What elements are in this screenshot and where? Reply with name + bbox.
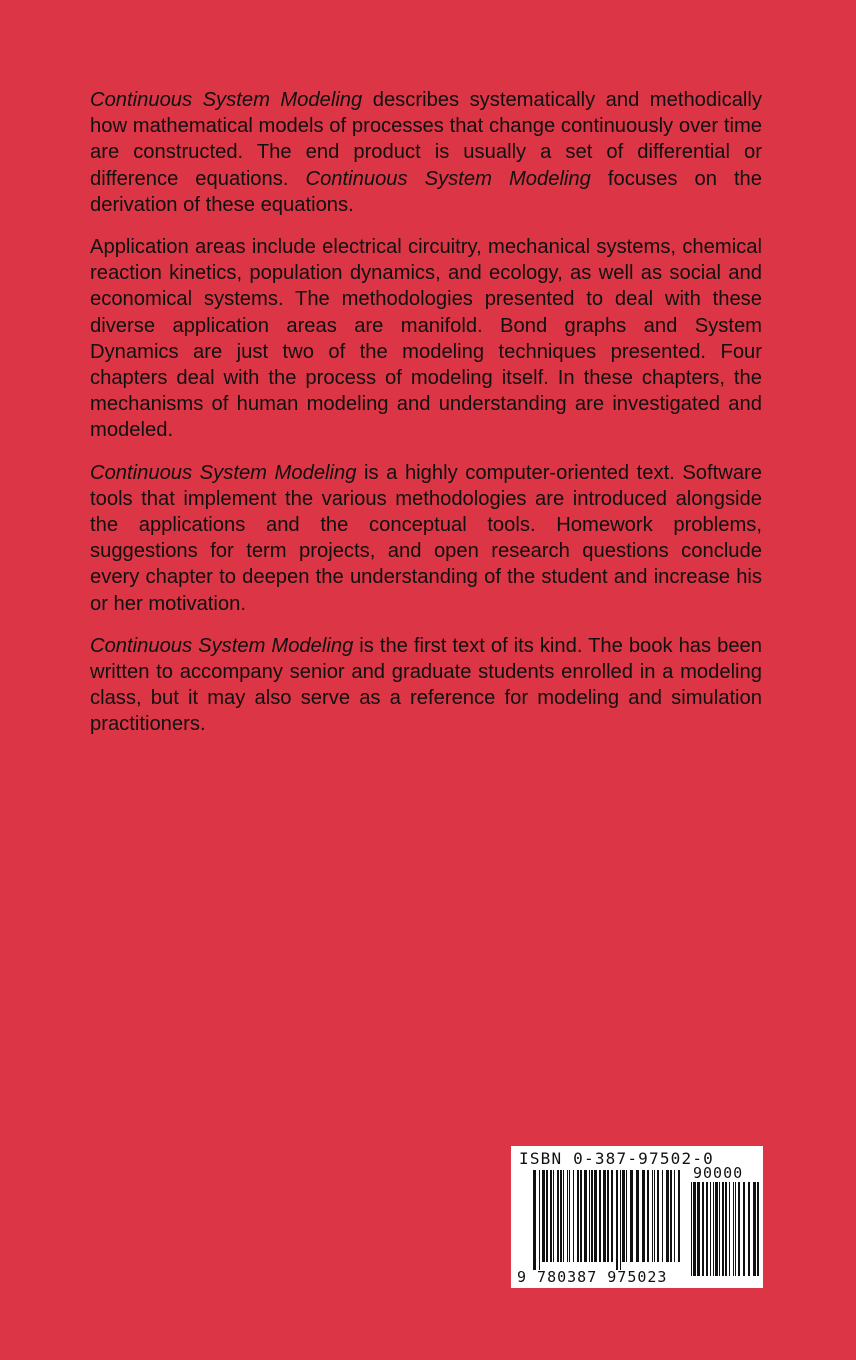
barcode-bar — [589, 1170, 590, 1262]
barcode-bar — [611, 1170, 613, 1262]
barcode-bar — [735, 1182, 736, 1276]
barcode-bar — [591, 1170, 593, 1262]
barcode-bar — [539, 1170, 540, 1270]
barcode-bar — [626, 1170, 627, 1262]
barcode-bar — [580, 1170, 582, 1262]
book-title: Continuous System Modeling — [305, 167, 591, 190]
price-code: 90000 — [693, 1164, 744, 1182]
barcode-bar — [567, 1170, 568, 1262]
barcode-bar — [743, 1182, 745, 1276]
barcode-bar — [702, 1182, 704, 1276]
barcode-bar — [666, 1170, 669, 1262]
barcode-bars — [533, 1170, 681, 1270]
barcode-bar — [542, 1170, 545, 1262]
addon-barcode-bars — [691, 1182, 759, 1284]
barcode-bar — [616, 1170, 618, 1270]
barcode-bar — [546, 1170, 548, 1262]
paragraph-text: describes systematically and methodically how mathematical models of processes that change continuously over time are constructed. The end product is usually a set of differential or difference equations. — [90, 89, 762, 190]
barcode-bar — [630, 1170, 633, 1262]
barcode-bar — [557, 1170, 559, 1262]
barcode-bar — [678, 1170, 680, 1262]
barcode-bar — [725, 1182, 727, 1276]
barcode-bar — [733, 1182, 734, 1276]
barcode-bar — [622, 1170, 625, 1262]
isbn-label: ISBN 0-387-97502-0 — [519, 1149, 714, 1168]
barcode-bar — [691, 1182, 692, 1276]
barcode-bar — [599, 1170, 601, 1262]
description-text — [90, 87, 762, 754]
barcode-bar — [710, 1182, 711, 1276]
barcode-bar — [563, 1170, 564, 1262]
barcode-bar — [654, 1170, 655, 1262]
ean-number: 9 780387 975023 — [517, 1268, 668, 1286]
paragraph-3 — [90, 460, 762, 617]
barcode-bar — [607, 1170, 609, 1262]
barcode-bar — [715, 1182, 718, 1276]
barcode-bar — [573, 1170, 574, 1262]
barcode-bar — [652, 1170, 653, 1262]
barcode-bar — [706, 1182, 708, 1276]
barcode-bar — [642, 1170, 645, 1262]
book-title: Continuous System Modeling — [90, 461, 357, 484]
barcode-bar — [697, 1182, 700, 1276]
barcode-bar — [647, 1170, 649, 1262]
barcode-bar — [533, 1170, 536, 1270]
barcode-bar — [753, 1182, 756, 1276]
barcode-bar — [729, 1182, 730, 1276]
paragraph-text: Application areas include electrical circuitry, mechanical systems, chemical reaction kinetics, population dynamics, and ecology, as well as social and economical systems. The methodologies presented to deal with these diverse application areas are manifold. Bond graphs and System Dynamics are just two of the modeling techniques presented. Four chapters deal with the process of modeling itself. In these chapters, the mechanisms of human modeling and understanding are investigated and modeled. — [90, 236, 762, 442]
barcode-bar — [577, 1170, 579, 1262]
barcode-bar — [560, 1170, 562, 1262]
book-title: Continuous System Modeling — [90, 89, 363, 111]
barcode-bar — [657, 1170, 659, 1262]
barcode-bar — [662, 1170, 663, 1262]
paragraph-1 — [90, 87, 762, 218]
barcode-bar — [603, 1170, 606, 1262]
paragraph-text: is the first text of its kind. The book has been written to accompany senior and graduate students enrolled in a modeling class, but it may also serve as a reference for modeling and simulation practitioners. — [90, 634, 763, 736]
barcode-bar — [693, 1182, 696, 1276]
isbn-barcode — [511, 1146, 763, 1288]
barcode-bar — [738, 1182, 740, 1276]
barcode-bar — [757, 1182, 759, 1276]
barcode-bar — [594, 1170, 597, 1262]
book-title: Continuous System Modeling — [90, 634, 354, 657]
barcode-bar — [719, 1182, 720, 1276]
barcode-bar — [636, 1170, 639, 1262]
barcode-bar — [569, 1170, 570, 1262]
barcode-bar — [748, 1182, 750, 1276]
barcode-bar — [722, 1182, 724, 1276]
paragraph-text: focuses on the derivation of these equations. — [90, 167, 763, 216]
barcode-bar — [670, 1170, 672, 1262]
barcode-bar — [550, 1170, 552, 1262]
paragraph-4 — [90, 633, 762, 738]
paragraph-text: is a highly computer-oriented text. Software tools that implement the various methodologies are introduced alongside the applications and the conceptual tools. Homework problems, suggestions for term projects, and open research questions conclude every chapter to deepen the understanding of the student and increase his or her motivation. — [90, 461, 763, 615]
barcode-bar — [620, 1170, 621, 1270]
barcode-bar — [713, 1182, 714, 1276]
barcode-bar — [674, 1170, 675, 1262]
paragraph-2 — [90, 234, 762, 444]
barcode-bar — [553, 1170, 554, 1262]
barcode-bar — [584, 1170, 587, 1262]
